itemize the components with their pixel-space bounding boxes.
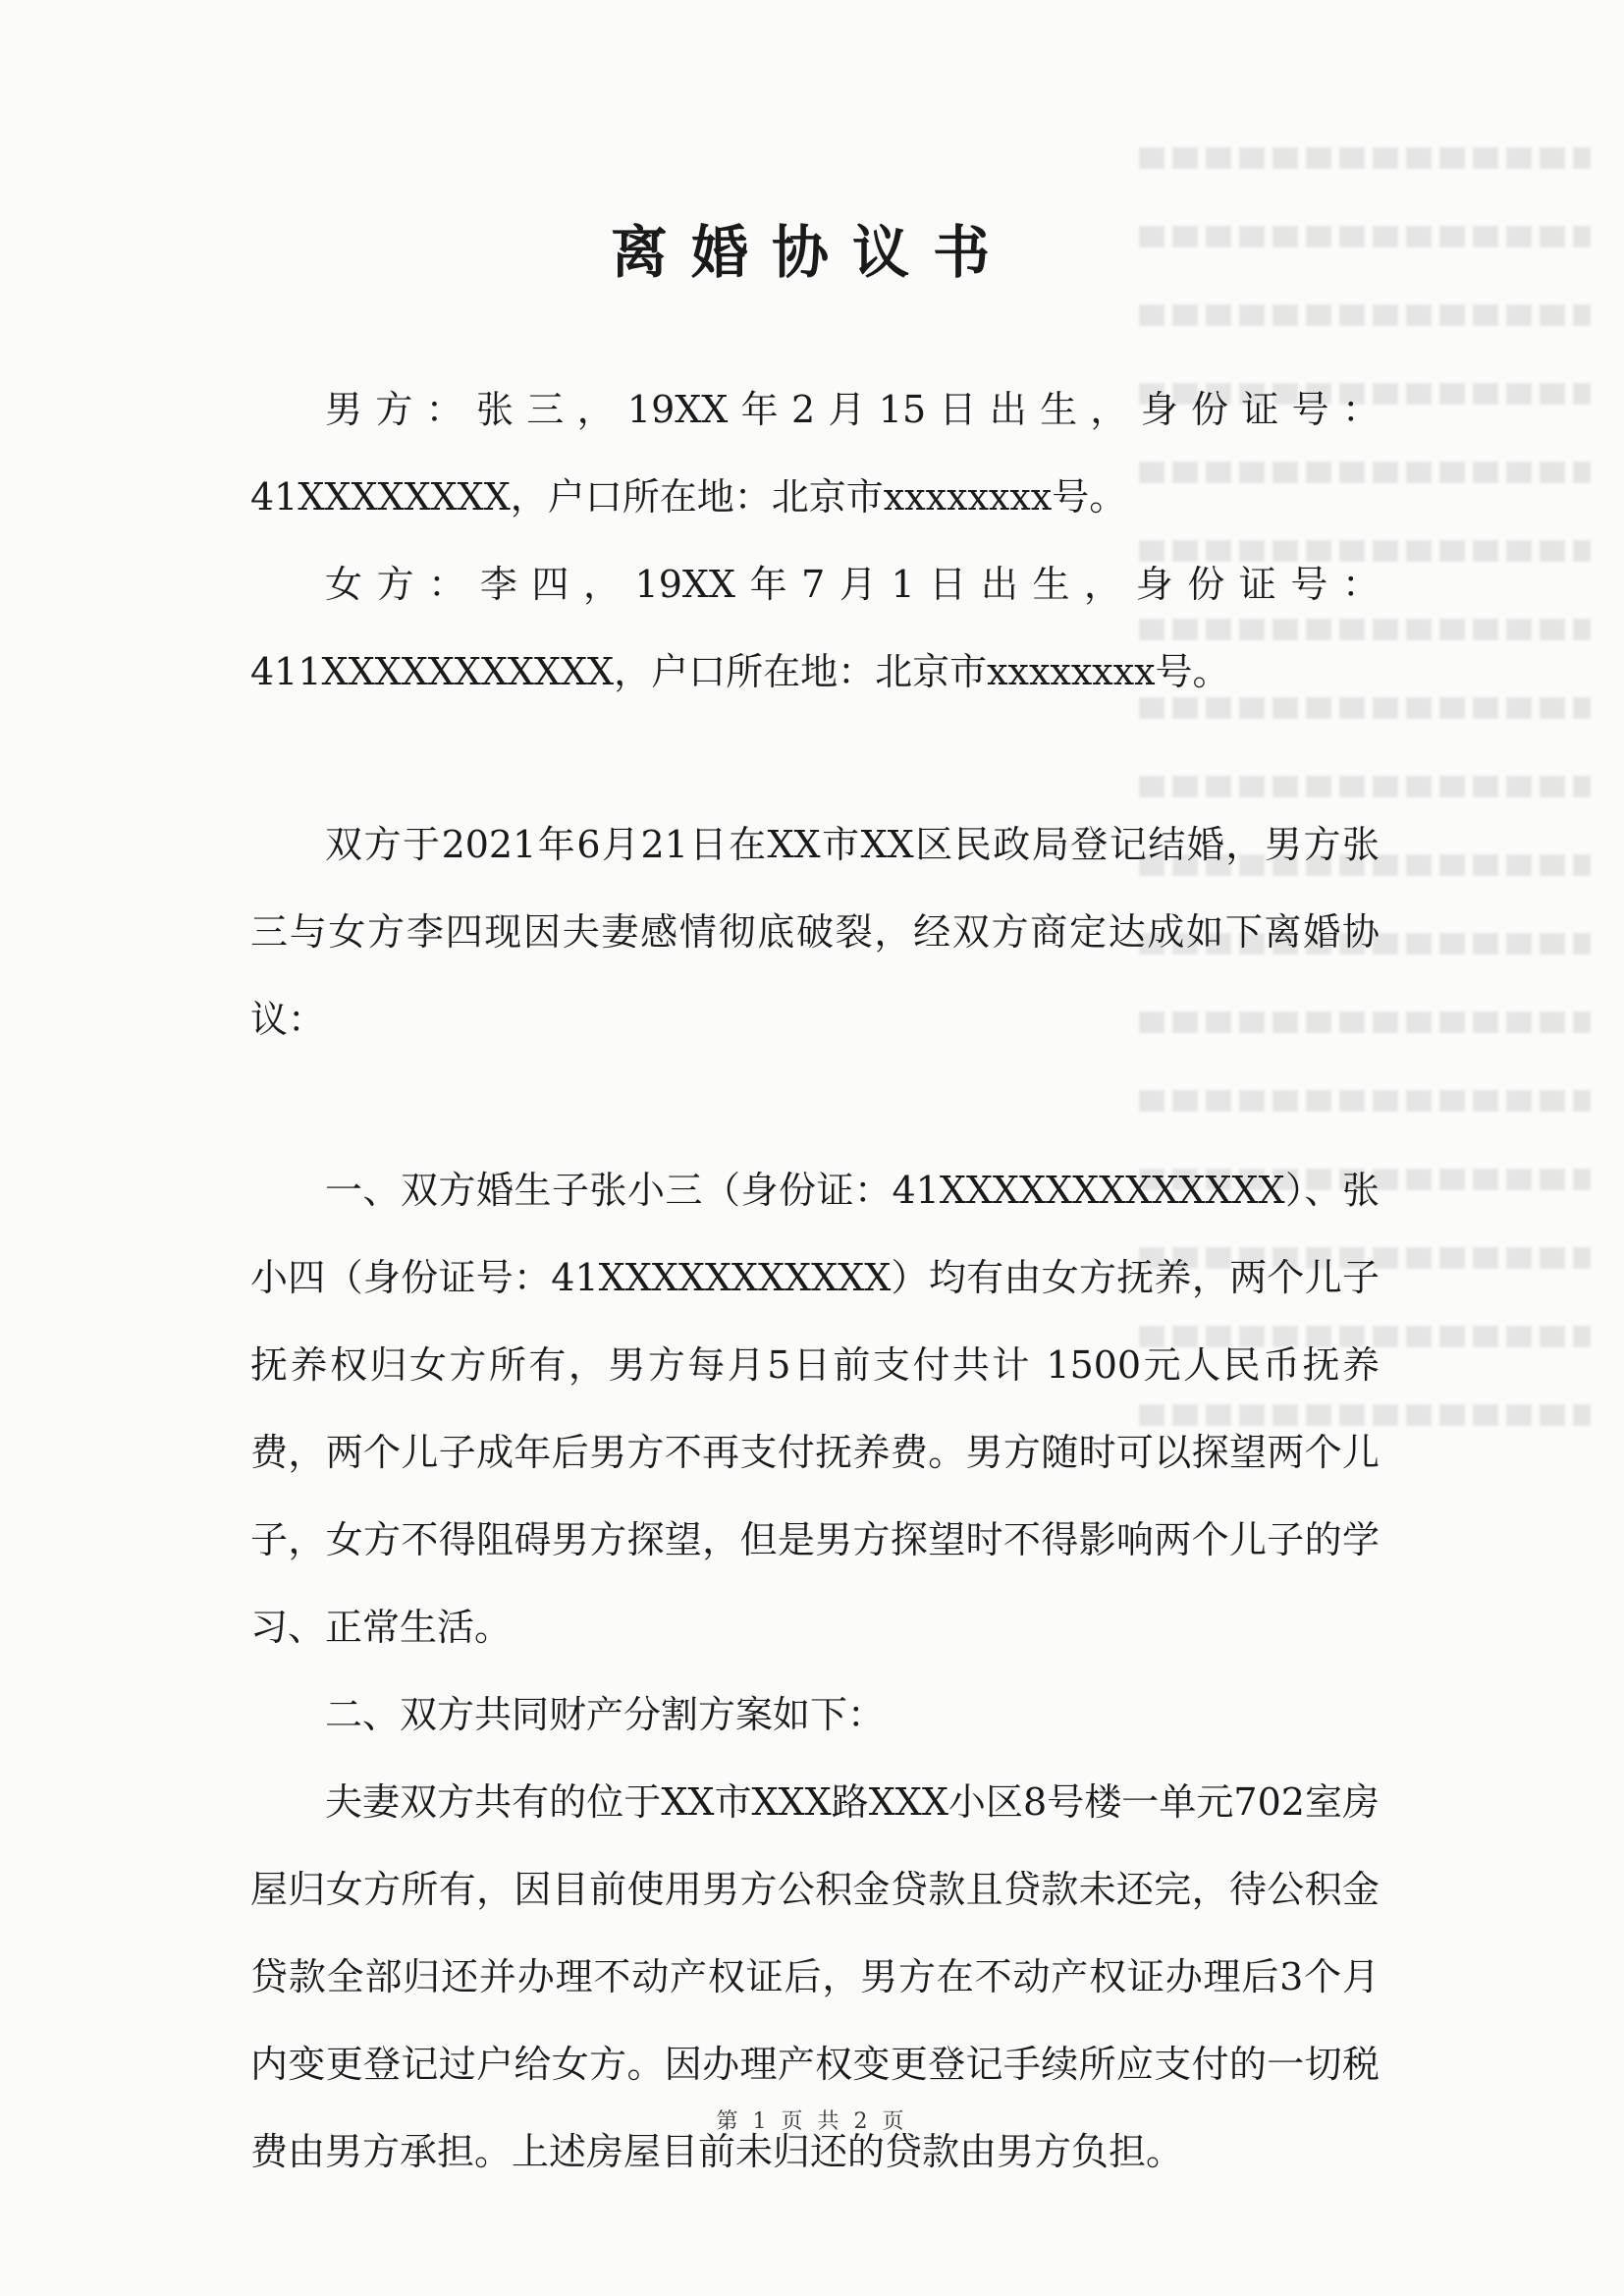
page-number: 第 1 页 共 2 页: [716, 2109, 908, 2134]
party-female: 女方：李四，19XX年7月1日出生，身份证号：411XXXXXXXXXXX，户口所在地：北京市xxxxxxxx号。: [250, 563, 1380, 693]
document-title: 离婚协议书: [610, 219, 1013, 286]
party-male: 男方：张三，19XX年2月15日出生，身份证号：41XXXXXXXX，户口所在地：北京市xxxxxxxx号。: [250, 388, 1380, 519]
clauses-section: [250, 1147, 1380, 2196]
clause-property-house: 夫妻双方共有的位于XX市XXX路XXX小区8号楼一单元702室房屋归女方所有，因目前使用男方公积金贷款且贷款未还完，待公积金贷款全部归还并办理不动产权证后，男方在不动产权证办理后3个月内变更登记过户给女方。因办理产权变更登记手续所应支付的一切税费由男方承担。上述房屋目前未归还的贷款由男方负担。: [250, 1780, 1380, 2173]
clause-property-heading: 二、双方共同财产分割方案如下：: [325, 1693, 886, 1736]
intro-section: [250, 801, 1380, 1064]
parties-section: [250, 366, 1380, 716]
intro-paragraph: 双方于2021年6月21日在XX市XX区民政局登记结婚，男方张三与女方李四现因夫妻感情彻底破裂，经双方商定达成如下离婚协议：: [250, 823, 1380, 1041]
clause-custody: 一、双方婚生子张小三（身份证：41XXXXXXXXXXXXX）、张小四（身份证号：41XXXXXXXXXXX）均有由女方抚养，两个儿子抚养权归女方所有，男方每月5日前支付共计 1500元人民币抚养费，两个儿子成年后男方不再支付抚养费。男方随时可以探望两个儿子，女方不得阻碍男方探望，但是男方探望时不得影响两个儿子的学习、正常生活。: [250, 1169, 1380, 1649]
